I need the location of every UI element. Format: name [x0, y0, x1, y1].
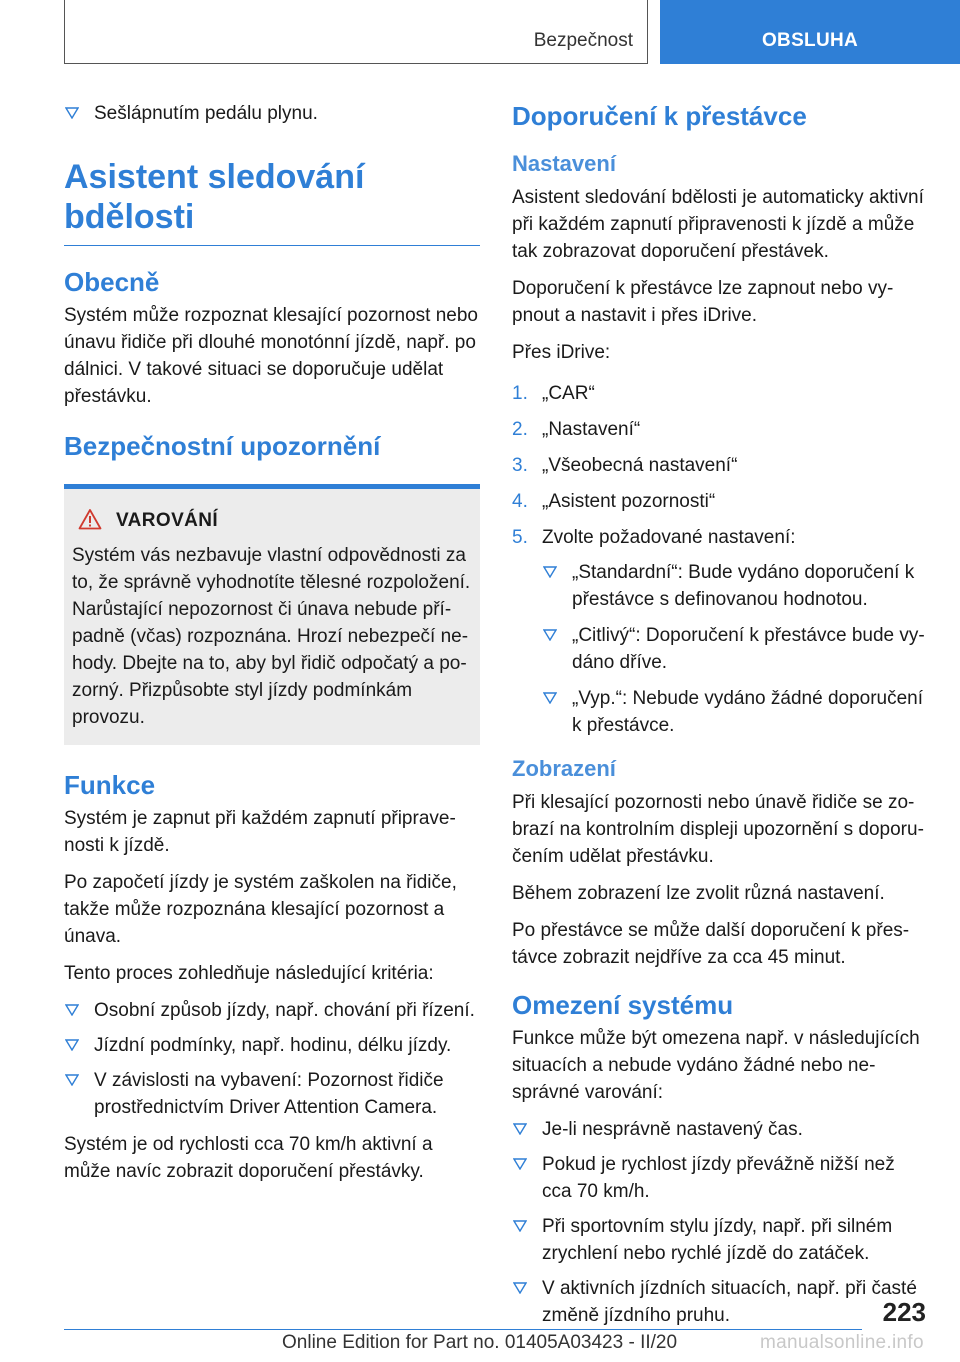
list-item: „Standardní“: Bude vydáno doporučení k přestávce s definovanou hodnotou.	[542, 559, 928, 613]
step-item: 1. „CAR“	[512, 383, 595, 404]
display-p3: Po přestávce se může další doporučení k přestávce zobrazit nejdříve za cca 45 minut.	[512, 920, 910, 968]
triangle-bullet-icon	[543, 566, 557, 578]
header-section-title: Bezpečnost	[533, 30, 633, 51]
function-p1: Systém je zapnut při každém zapnutí připravenosti k jízdě.	[64, 808, 456, 856]
list-item: Při sportovním stylu jízdy, např. při silném zrychlení nebo rychlé jízdě do zatáček.	[512, 1213, 928, 1267]
criteria-list	[64, 997, 480, 1121]
watermark: manualsonline.info	[760, 1332, 924, 1353]
list-item: Je-li nesprávně nastavený čas.	[512, 1116, 928, 1143]
header-chapter-tab	[660, 0, 960, 64]
step-item: 5. Zvolte požadované nastavení: „Standardní“: Bude vydáno doporučení k přestávce s definovanou hodnotou. „Citlivý“: Doporučení k přestávce bude vydáno dříve. „Vyp.“: Nebude vydáno žádné doporučení k přestávce.	[512, 524, 928, 739]
limits-list	[512, 1116, 928, 1329]
triangle-bullet-icon	[65, 107, 79, 119]
idrive-steps	[512, 380, 928, 739]
triangle-bullet-icon	[513, 1220, 527, 1232]
section-title: Asistent sledování bdělosti	[64, 157, 480, 246]
triangle-bullet-icon	[65, 1039, 79, 1051]
display-p2: Během zobrazení lze zvolit různá nastavení.	[512, 883, 885, 904]
triangle-bullet-icon	[513, 1282, 527, 1294]
function-p2: Po započetí jízdy je systém zaškolen na řidiče, takže může rozpoznána klesající pozornost a únava.	[64, 872, 457, 947]
warning-triangle-icon	[78, 508, 102, 530]
left-column	[64, 100, 480, 1195]
step-item: 3. „Všeobecná nastavení“	[512, 455, 738, 476]
break-recommendation-title: Doporučení k přestávce	[512, 101, 807, 131]
right-column	[512, 100, 928, 1339]
limits-p1: Funkce může být omezena např. v následujících situacích a nebude vydáno žádné nebo nesprávné varování:	[512, 1028, 920, 1103]
list-item: „Citlivý“: Doporučení k přestávce bude vydáno dříve.	[542, 622, 928, 676]
safety-heading: Bezpečnostní upozornění	[64, 431, 381, 461]
step-item: 2. „Nastavení“	[512, 419, 641, 440]
list-item: Sešlápnutím pedálu plynu.	[64, 100, 480, 127]
settings-heading: Nastavení	[512, 151, 616, 176]
settings-p3: Přes iDrive:	[512, 342, 611, 363]
function-p3: Tento proces zohledňuje následující kritéria:	[64, 963, 434, 984]
list-item: Osobní způsob jízdy, např. chování při řízení.	[64, 997, 480, 1024]
warning-text: Systém vás nezbavuje vlastní odpovědnosti za to, že správně vyhodnotíte tělesné rozpoložení. Narůstající nepozornost či únava nebude případně (včas) rozpoznána. Hrozí nebezpečí nehody. Dbejte na to, aby byl řidič odpočatý a pozorný. Přizpůsobte styl jízdy podmínkám provozu.	[72, 545, 471, 728]
triangle-bullet-icon	[543, 692, 557, 704]
footer-divider	[64, 1329, 862, 1330]
warning-title: VAROVÁNÍ	[116, 510, 219, 531]
general-heading: Obecně	[64, 267, 160, 297]
triangle-bullet-icon	[543, 629, 557, 641]
list-item: Jízdní podmínky, např. hodinu, délku jízdy.	[64, 1032, 480, 1059]
list-item: V aktivních jízdních situacích, např. při časté změně jízdního pruhu.	[512, 1275, 928, 1329]
function-p4: Systém je od rychlosti cca 70 km/h aktivní a může navíc zobrazit doporučení přestávky.	[64, 1134, 433, 1182]
general-text: Systém může rozpoznat klesající pozornost nebo únavu řidiče při dlouhé monotónní jízdě, např. po dálnici. V takové situaci se doporučuje udělat přestávku.	[64, 305, 478, 407]
edition-note: Online Edition for Part no. 01405A03423 - II/20	[282, 1332, 678, 1353]
step-item: 4. „Asistent pozornosti“	[512, 491, 716, 512]
list-item: „Vyp.“: Nebude vydáno žádné doporučení k přestávce.	[542, 685, 928, 739]
triangle-bullet-icon	[65, 1074, 79, 1086]
function-heading: Funkce	[64, 770, 156, 800]
limits-heading: Omezení systému	[512, 990, 734, 1020]
warning-box	[64, 484, 480, 745]
header-chapter-label: OBSLUHA	[761, 30, 859, 51]
display-p1: Při klesající pozornosti nebo únavě řidiče se zobrazí na kontrolním displeji upozornění s doporučením udělat přestávku.	[512, 792, 924, 867]
page-number: 223	[882, 1297, 926, 1327]
list-item: Pokud je rychlost jízdy převážně nižší než cca 70 km/h.	[512, 1151, 928, 1205]
triangle-bullet-icon	[513, 1158, 527, 1170]
list-item: V závislosti na vybavení: Pozornost řidiče prostřednictvím Driver Attention Camera.	[64, 1067, 480, 1121]
display-heading: Zobrazení	[512, 756, 616, 781]
setting-options	[542, 559, 928, 739]
header-box	[64, 0, 648, 64]
triangle-bullet-icon	[65, 1004, 79, 1016]
triangle-bullet-icon	[513, 1123, 527, 1135]
settings-p1: Asistent sledování bdělosti je automaticky aktivní při každém zapnutí připravenosti k jízdě a může tak zobrazovat doporučení přestávek.	[512, 187, 924, 262]
intro-bullets	[64, 100, 480, 127]
settings-p2: Doporučení k přestávce lze zapnout nebo vypnout a nastavit i přes iDrive.	[512, 278, 894, 326]
